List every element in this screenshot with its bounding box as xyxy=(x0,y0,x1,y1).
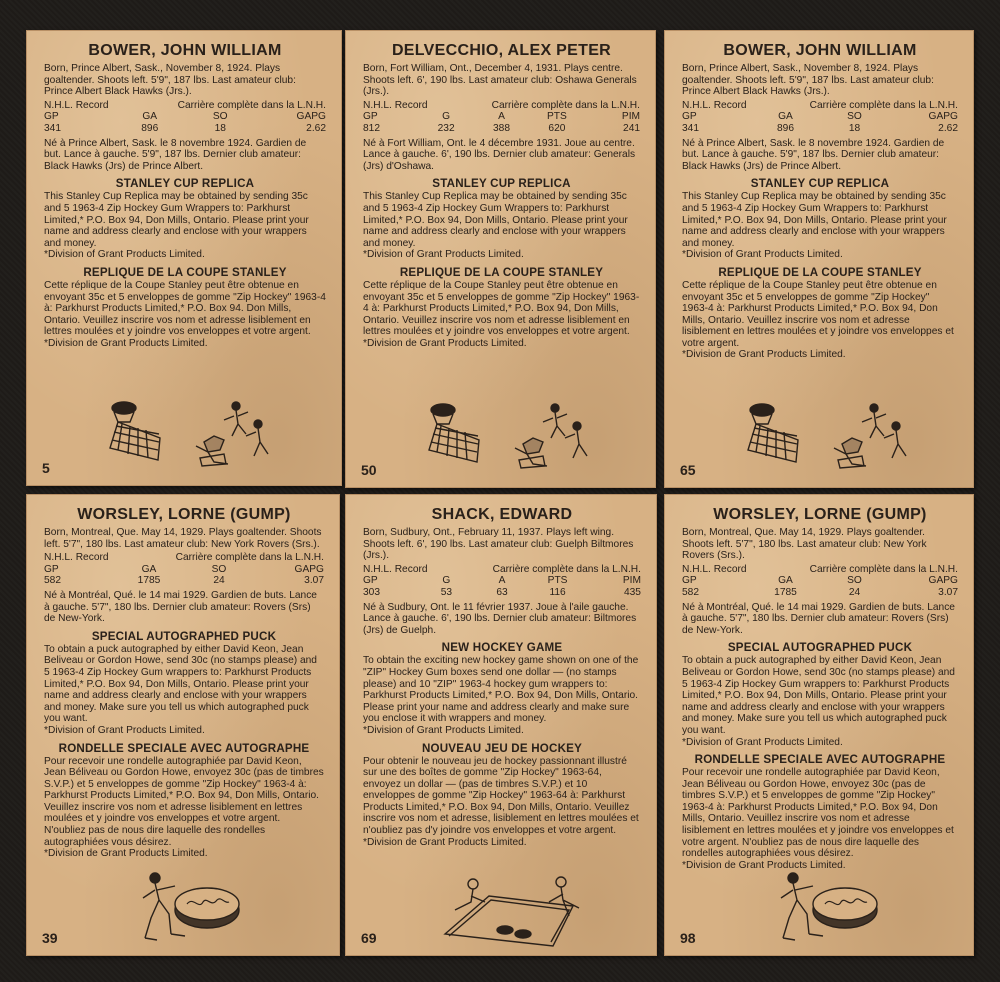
offer-text: This Stanley Cup Replica may be obtained by sending 35c and 5 1963-4 Zip Hockey Gum Wrappers to: Parkhurst Limited,* P.O. Box 94, Don Mills, Ontario. Please print your name and address clearly and enclose with your wrappers and money. xyxy=(682,191,947,249)
offer-text: To obtain the exciting new hockey game shown on one of the "ZIP" Hockey Gum boxes send one dollar — (no stamps please) and 10 "ZIP" 1963-4 hockey gum wrappers to: Parkhurst Products Limited,* P.O. Box 94, Don Mills, Ontario. Please print your name and address clearly and make sure you enclose it with wrappers and money. xyxy=(363,655,639,725)
stat-value: 116 xyxy=(549,586,566,598)
stat-header: GA xyxy=(142,111,158,123)
stat-header: SO xyxy=(211,563,227,575)
offer-title: SPECIAL AUTOGRAPHED PUCK xyxy=(91,629,277,643)
offer-title-fr: NOUVEAU JEU DE HOCKEY xyxy=(421,741,583,755)
stat-value: 1785 xyxy=(774,586,797,598)
autographed-puck-icon xyxy=(141,870,251,946)
stat-header: GP xyxy=(682,575,697,587)
player-bio-fr: Né à Prince Albert, Sask. le 8 novembre 1924. Gardien de but. Lance à gauche. 5'9", 187 lbs. Dernier club amateur: Black Hawks (Jrs) de Prince Albert. xyxy=(44,137,307,172)
stat-values xyxy=(682,587,958,599)
stat-header: GP xyxy=(363,575,378,587)
player-bio: Born, Montreal, Que. May 14, 1929. Plays goaltender. Shoots left. 5'7", 180 lbs. Last amateur club: New York Rovers (Srs.). xyxy=(682,527,927,562)
offer-title-fr: RONDELLE SPECIALE AVEC AUTOGRAPHE xyxy=(58,741,310,755)
stat-value: 388 xyxy=(493,122,511,134)
offer-text-fr: Pour recevoir une rondelle autographiée par David Keon, Jean Béliveau ou Gordon Howe, envoyez 30c (pas de timbres S.V.P.) et 5 enveloppes de gomme "Zip Hockey" 1963-4 à: Parkhurst Products Limited,* P.O. Box 94, Don Mills, Ontario. Veuillez inscrire vos nom et adresse lisiblement en lettres moulées et y joindre vos enveloppes et votre argent. N'oubliez pas de nous dire laquelle des rondelles autographiées vous désirez. xyxy=(44,755,324,848)
stat-value: 341 xyxy=(682,122,699,134)
stat-values xyxy=(363,123,640,135)
stat-value: 896 xyxy=(777,122,794,134)
offer-text-fr: Cette réplique de la Coupe Stanley peut être obtenue en envoyant 35c et 5 enveloppes de gomme "Zip Hockey" 1963-4 à: Parkhurst Products Limited,* P.O. Box 94. Don Mills, Ontario. Veuillez inscrire vos nom et adresse lisiblement en lettres moulées et y joindre vos enveloppes et votre argent. xyxy=(44,279,326,338)
card-number: 50 xyxy=(361,462,377,478)
stat-value: 18 xyxy=(848,122,861,134)
player-bio-fr: Né à Prince Albert, Sask. le 8 novembre 1924. Gardien de but. Lance à gauche. 5'9", 187 lbs. Dernier club amateur: Black Hawks (Jrs) de Prince Albert. xyxy=(682,137,945,172)
record-label-en: N.H.L. Record xyxy=(44,99,109,111)
stanley-cup-icon xyxy=(415,400,605,470)
stat-value: 24 xyxy=(848,586,861,598)
player-name: BOWER, JOHN WILLIAM xyxy=(88,42,282,59)
offer-text-fr: Cette réplique de la Coupe Stanley peut être obtenue en envoyant 35c et 5 enveloppes de gomme "Zip Hockey" 1963-4 à: Parkhurst Products Limited,* P.O. Box 94, Don Mills, Ontario. Veuillez inscrire vos nom et adresse lisiblement en lettres moulées et y joindre vos enveloppes et votre argent. xyxy=(682,279,954,349)
offer-text: This Stanley Cup Replica may be obtained by sending 35c and 5 1963-4 Zip Hockey Gum Wrappers to: Parkhurst Limited,* P.O. Box 94, Don Mills, Ontario. Please print your name and address clearly and enclose with your wrappers and money. xyxy=(44,191,309,249)
stat-value: 232 xyxy=(437,122,455,134)
offer-title-fr: RONDELLE SPECIALE AVEC AUTOGRAPHE xyxy=(694,753,946,767)
stat-value: 2.62 xyxy=(938,122,958,134)
trading-card xyxy=(26,494,340,956)
stat-header: PIM xyxy=(622,575,641,587)
stat-header: SO xyxy=(212,111,228,123)
offer-text: This Stanley Cup Replica may be obtained by sending 35c and 5 1963-4 Zip Hockey Gum Wrappers to: Parkhurst Limited,* P.O. Box 94, Don Mills, Ontario. Please print your name and address clearly and enclose with your wrappers and money. xyxy=(363,191,628,249)
record-label-fr: Carrière complète dans la L.N.H. xyxy=(491,99,640,111)
offer-title: STANLEY CUP REPLICA xyxy=(432,177,571,191)
player-name: BOWER, JOHN WILLIAM xyxy=(723,42,917,59)
stat-values xyxy=(44,123,326,135)
player-bio-fr: Né à Fort William, Ont. le 4 décembre 1931. Joue au centre. Lance à gauche. 6', 190 lbs. Dernier club amateur: Generals (Jrs) d'Oshawa. xyxy=(363,137,636,172)
record-label-en: N.H.L. Record xyxy=(682,563,747,575)
stat-header: SO xyxy=(847,111,862,123)
stat-value: 18 xyxy=(214,122,226,134)
record-header xyxy=(363,564,641,576)
player-name: WORSLEY, LORNE (GUMP) xyxy=(713,506,927,523)
card-illustration xyxy=(141,870,251,946)
stat-header: A xyxy=(498,111,505,123)
stat-value: 24 xyxy=(213,575,225,587)
record-header xyxy=(363,100,640,112)
stat-header: GAPG xyxy=(294,563,324,575)
offer-note: *Division of Grant Products Limited. xyxy=(363,249,524,261)
trading-card xyxy=(345,494,657,956)
stat-value: 582 xyxy=(682,586,699,598)
offer-note-fr: *Division de Grant Products Limited. xyxy=(363,337,527,349)
card-number: 65 xyxy=(680,462,696,478)
offer-note: *Division of Grant Products Limited. xyxy=(682,249,843,261)
stat-header: GAPG xyxy=(928,111,958,123)
offer-text-fr: Cette réplique de la Coupe Stanley peut être obtenue en envoyant 35c et 5 enveloppes de gomme "Zip Hockey" 1963-4 à: Parkhurst Products Limited,* P.O. Box 94, Don Mills, Ontario. Veuillez inscrire vos nom et adresse lisiblement en lettres moulées et y joindre vos enveloppes et votre argent. xyxy=(363,279,640,338)
record-label-en: N.H.L. Record xyxy=(363,99,428,111)
record-header xyxy=(44,552,324,564)
stat-value: 582 xyxy=(44,575,61,587)
offer-text-fr: Pour obtenir le nouveau jeu de hockey passionnant illustré sur une des boîtes de gomme "Zip Hockey" 1963-64, envoyez un dollar — (pas de timbres S.V.P.) et 10 enveloppes de gomme "Zip Hockey" 1963-64 à: Parkhurst Products Limited,* P.O. Box 94, Don Mills, Ontario. Veuillez inscrire vos nom et adresse, lisiblement en lettres moulées et n'oubliez pas d'y joindre vos enveloppes et votre argent. xyxy=(363,755,639,837)
stat-headers xyxy=(682,111,958,123)
player-bio: Born, Prince Albert, Sask., November 8, 1924. Plays goaltender. Shoots left. 5'9", 187 lbs. Last amateur club: Prince Albert Black Hawks (Jrs.). xyxy=(682,63,934,98)
offer-note: *Division of Grant Products Limited. xyxy=(44,724,205,736)
player-bio-fr: Né à Sudbury, Ont. le 11 février 1937. Joue à l'aile gauche. Lance à gauche. 6', 190 lbs. Dernier club amateur: Biltmores (Jrs) de Guelph. xyxy=(363,601,637,636)
card-number: 98 xyxy=(680,930,696,946)
record-label-fr: Carrière complète dans la L.N.H. xyxy=(809,563,958,575)
player-bio: Born, Montreal, Que. May 14, 1929. Plays goaltender. Shoots left. 5'7", 180 lbs. Last amateur club: New York Rovers (Srs.). xyxy=(44,527,322,550)
stat-value: 896 xyxy=(141,122,159,134)
offer-text-fr: Pour recevoir une rondelle autographiée par David Keon, Jean Béliveau ou Gordon Howe, envoyez 30c (pas de timbres S.V.P.) et 5 enveloppes de gomme "Zip Hockey" 1963-4 à: Parkhurst Products Limited,* P.O. Box 94, Don Mills, Ontario. Veuillez inscrire vos nom et adresse lisiblement en lettres moulées et y joindre vos enveloppes et votre argent. N'oubliez pas de nous dire laquelle des rondelles autographiées vous désirez. xyxy=(682,767,954,860)
record-label-fr: Carrière complète dans la L.N.H. xyxy=(175,552,324,564)
stat-value: 2.62 xyxy=(306,122,326,134)
record-header xyxy=(44,100,326,112)
trading-card xyxy=(664,494,974,956)
card-number: 5 xyxy=(42,460,50,476)
stat-header: G xyxy=(442,575,451,587)
stat-value: 63 xyxy=(496,586,508,598)
record-label-en: N.H.L. Record xyxy=(363,563,428,575)
offer-note: *Division of Grant Products Limited. xyxy=(44,249,205,261)
offer-title: NEW HOCKEY GAME xyxy=(441,641,563,655)
stat-values xyxy=(363,587,641,599)
offer-title-fr: REPLIQUE DE LA COUPE STANLEY xyxy=(399,265,604,279)
stat-value: 241 xyxy=(623,122,641,134)
stat-header: A xyxy=(498,575,506,587)
stat-header: SO xyxy=(847,575,862,587)
stat-header: PIM xyxy=(621,111,641,123)
stat-header: GAPG xyxy=(928,575,958,587)
stanley-cup-icon xyxy=(96,398,286,468)
trading-card xyxy=(664,30,974,488)
offer-note: *Division of Grant Products Limited. xyxy=(682,736,843,748)
stat-header: PTS xyxy=(547,575,568,587)
autographed-puck-icon xyxy=(779,870,889,946)
record-label-en: N.H.L. Record xyxy=(44,552,109,564)
offer-title-fr: REPLIQUE DE LA COUPE STANLEY xyxy=(718,265,922,279)
stat-header: GP xyxy=(44,111,59,123)
stat-headers xyxy=(44,111,326,123)
player-bio: Born, Sudbury, Ont., February 11, 1937. Plays left wing. Shoots left. 6', 190 lbs. Last amateur club: Guelph Biltmores (Jrs.). xyxy=(363,527,634,562)
offer-note: *Division of Grant Products Limited. xyxy=(363,724,524,736)
offer-note-fr: *Division de Grant Products Limited. xyxy=(44,848,208,860)
stat-value: 53 xyxy=(440,586,453,598)
stat-headers xyxy=(44,564,324,576)
offer-text: To obtain a puck autographed by either David Keon, Jean Beliveau or Gordon Howe, send 30c (no stamps please) and 5 1963-4 Zip Hockey Gum wrappers to: Parkhurst Products Limited,* P.O. Box 94, Don Mills, Ontario. Please print your name and address clearly and enclose with your wrappers and money. Make sure you tell us which autographed puck you want. xyxy=(682,655,955,736)
stat-header: GP xyxy=(363,111,378,123)
record-label-fr: Carrière complète dans la L.N.H. xyxy=(809,99,958,111)
offer-title: STANLEY CUP REPLICA xyxy=(115,177,255,191)
player-name: SHACK, EDWARD xyxy=(431,506,573,523)
record-header xyxy=(682,564,958,576)
stat-value: 3.07 xyxy=(938,586,958,598)
record-header xyxy=(682,100,958,112)
stat-header: GA xyxy=(778,111,793,123)
player-name: DELVECCHIO, ALEX PETER xyxy=(391,42,612,59)
card-illustration xyxy=(779,870,889,946)
stat-value: 3.07 xyxy=(304,575,324,587)
record-label-fr: Carrière complète dans la L.N.H. xyxy=(177,99,326,111)
stat-values xyxy=(682,123,958,135)
stat-header: GP xyxy=(44,563,59,575)
stat-headers xyxy=(363,111,640,123)
offer-title-fr: REPLIQUE DE LA COUPE STANLEY xyxy=(83,265,287,279)
stat-value: 303 xyxy=(363,586,380,598)
stat-value: 435 xyxy=(623,586,641,598)
player-bio: Born, Prince Albert, Sask., November 8, 1924. Plays goaltender. Shoots left. 5'9", 187 lbs. Last amateur club: Prince Albert Black Hawks (Jrs.). xyxy=(44,63,296,98)
stat-header: GAPG xyxy=(296,111,326,123)
offer-note-fr: *Division de Grant Products Limited. xyxy=(363,836,527,848)
stat-headers xyxy=(682,575,958,587)
player-bio-fr: Né à Montréal, Qué. le 14 mai 1929. Gardien de buts. Lance à gauche. 5'7", 180 lbs. Dernier club amateur: Rovers (Srs) de New-York. xyxy=(44,589,317,625)
player-bio-fr: Né à Montréal, Qué. le 14 mai 1929. Gardien de buts. Lance à gauche. 5'7", 180 lbs. Dernier club amateur: Rovers (Srs) de New-York. xyxy=(682,601,955,636)
record-label-fr: Carrière complète dans la L.N.H. xyxy=(492,563,641,575)
card-illustration xyxy=(415,400,605,470)
card-number: 39 xyxy=(42,930,58,946)
card-illustration xyxy=(435,872,595,948)
player-name: WORSLEY, LORNE (GUMP) xyxy=(77,506,291,523)
stat-value: 1785 xyxy=(137,575,161,587)
offer-title: SPECIAL AUTOGRAPHED PUCK xyxy=(727,641,913,655)
offer-note-fr: *Division de Grant Products Limited. xyxy=(44,337,208,349)
stat-value: 812 xyxy=(363,122,380,134)
record-label-en: N.H.L. Record xyxy=(682,99,747,111)
stat-value: 341 xyxy=(44,122,61,134)
stat-header: GA xyxy=(778,575,793,587)
card-number: 69 xyxy=(361,930,377,946)
player-bio: Born, Fort William, Ont., December 4, 1931. Plays centre. Shoots left. 6', 190 lbs. Last amateur club: Oshawa Generals (Jrs.). xyxy=(363,63,637,98)
card-illustration xyxy=(734,400,924,470)
stanley-cup-icon xyxy=(734,400,924,470)
trading-card xyxy=(345,30,656,488)
offer-note-fr: *Division de Grant Products Limited. xyxy=(682,349,846,361)
stat-value: 620 xyxy=(548,122,566,134)
stat-header: G xyxy=(442,111,451,123)
offer-text: To obtain a puck autographed by either David Keon, Jean Beliveau or Gordon Howe, send 30c (no stamps please) and 5 1963-4 Zip Hockey Gum wrappers to: Parkhurst Products Limited,* P.O. Box 94, Don Mills, Ontario. Please print your name and address clearly and enclose with your wrappers and money. Make sure you tell us which autographed puck you want. xyxy=(44,643,317,725)
hockey-game-icon xyxy=(435,872,595,948)
stat-values xyxy=(44,575,324,587)
stat-headers xyxy=(363,575,641,587)
trading-card xyxy=(26,30,342,486)
stat-header: GA xyxy=(141,563,157,575)
stat-header: GP xyxy=(682,111,697,123)
card-illustration xyxy=(96,398,286,468)
offer-note-fr: *Division de Grant Products Limited. xyxy=(682,859,846,871)
stat-header: PTS xyxy=(547,111,567,123)
offer-title: STANLEY CUP REPLICA xyxy=(750,177,890,191)
